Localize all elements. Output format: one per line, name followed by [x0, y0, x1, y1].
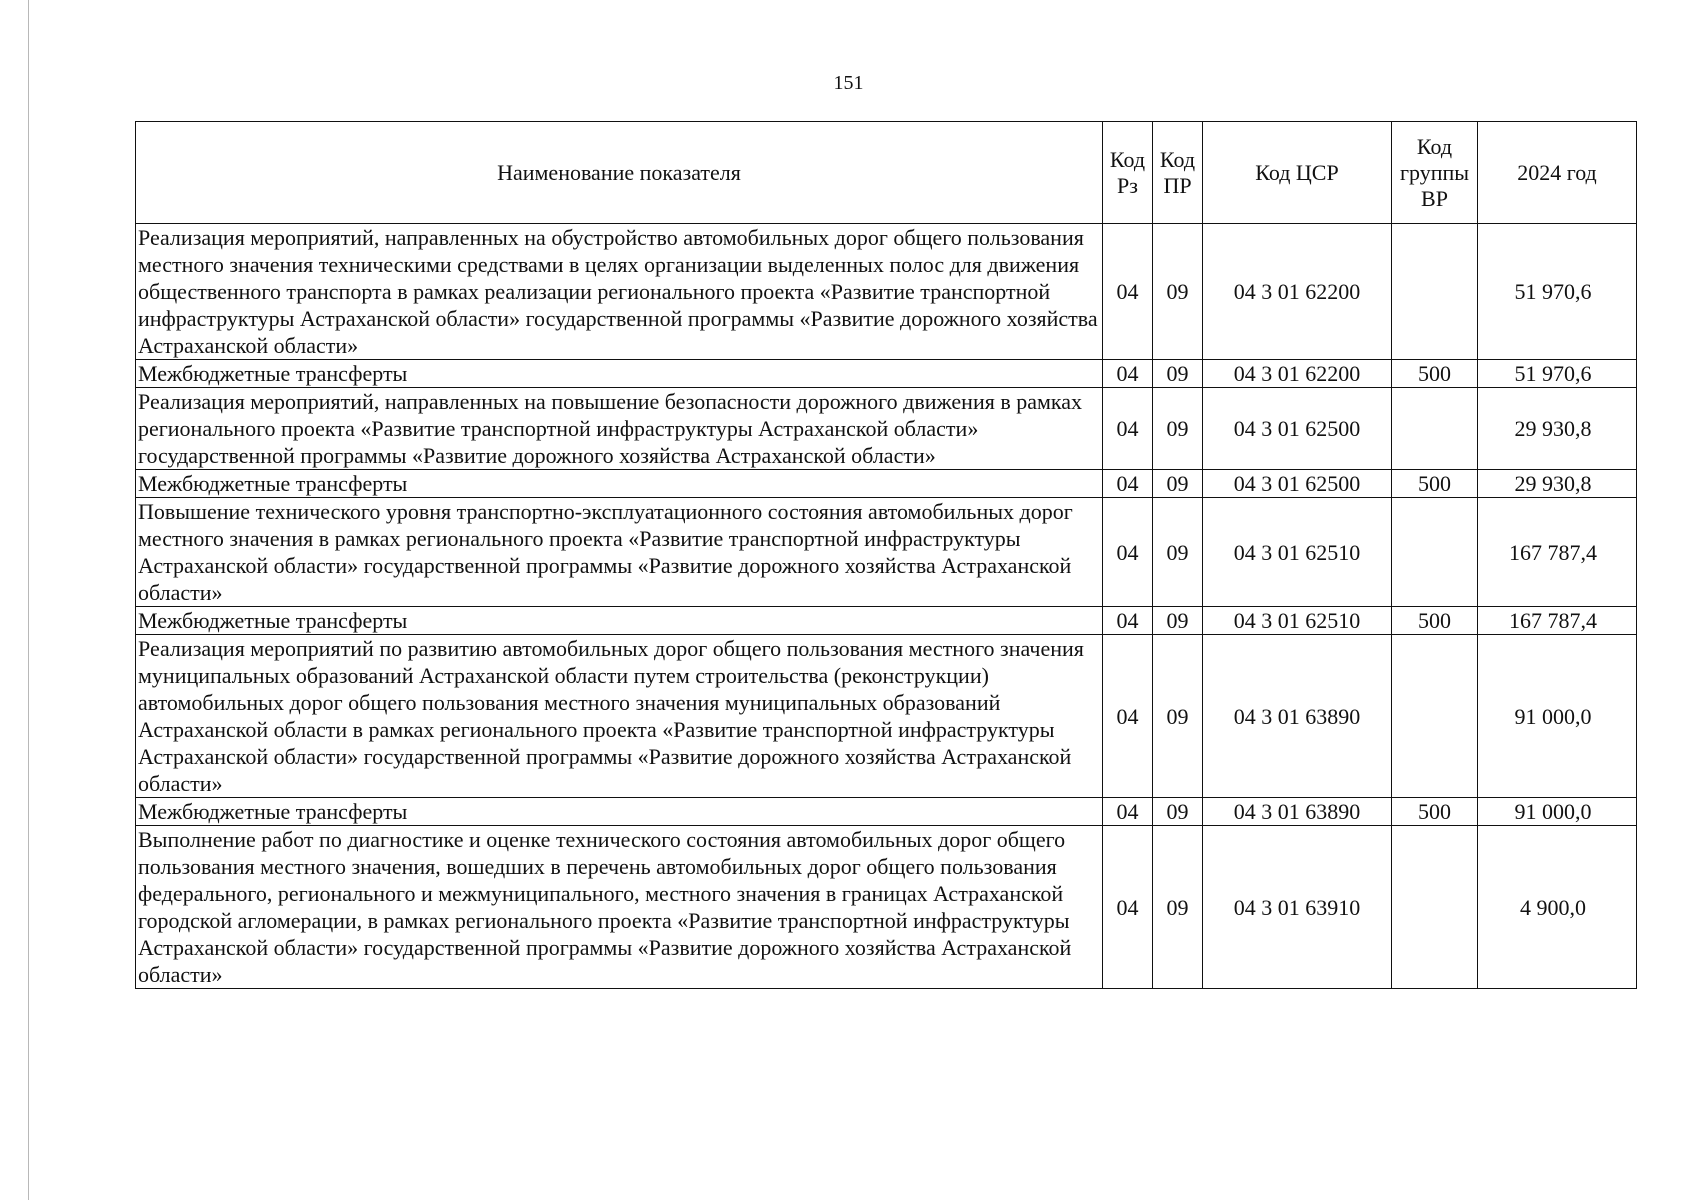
row-rz: 04 [1103, 388, 1153, 470]
row-csr: 04 3 01 62510 [1203, 607, 1392, 635]
row-csr: 04 3 01 62510 [1203, 498, 1392, 607]
row-csr: 04 3 01 62200 [1203, 360, 1392, 388]
row-name: Повышение технического уровня транспортно-эксплуатационного состояния автомобильных дорог местного значения в рамках регионального проекта «Развитие транспортной инфраструктуры Астраханской области» государственной программы «Развитие дорожного хозяйства Астраханской области» [136, 498, 1103, 607]
row-rz: 04 [1103, 498, 1153, 607]
table-row [136, 635, 1637, 798]
row-pr: 09 [1153, 798, 1203, 826]
row-vr [1392, 388, 1478, 470]
row-name: Межбюджетные трансферты [136, 607, 1103, 635]
table-row [136, 607, 1637, 635]
row-amount-value: 29 930,8 [1514, 416, 1592, 441]
row-amount-value: 167 787,4 [1509, 608, 1597, 633]
row-pr: 09 [1153, 498, 1203, 607]
row-pr: 09 [1153, 470, 1203, 498]
row-amount [1478, 360, 1637, 388]
row-name: Реализация мероприятий по развитию автомобильных дорог общего пользования местного значения муниципальных образований Астраханской области путем строительства (реконструкции) автомобильных дорог общего пользования местного значения муниципальных образований Астраханской области в рамках регионального проекта «Развитие транспортной инфраструктуры Астраханской области» государственной программы «Развитие дорожного хозяйства Астраханской области» [136, 635, 1103, 798]
row-vr: 500 [1392, 607, 1478, 635]
row-amount [1478, 826, 1637, 989]
row-csr: 04 3 01 63890 [1203, 635, 1392, 798]
row-name: Реализация мероприятий, направленных на повышение безопасности дорожного движения в рамках регионального проекта «Развитие транспортной инфраструктуры Астраханской области» государственной программы «Развитие дорожного хозяйства Астраханской области» [136, 388, 1103, 470]
row-rz: 04 [1103, 826, 1153, 989]
row-name: Межбюджетные трансферты [136, 470, 1103, 498]
header-csr: Код ЦСР [1203, 122, 1392, 224]
row-pr: 09 [1153, 826, 1203, 989]
row-vr: 500 [1392, 360, 1478, 388]
table-header-row [136, 122, 1637, 224]
table-row [136, 388, 1637, 470]
row-amount-value: 29 930,8 [1514, 471, 1592, 496]
row-name: Межбюджетные трансферты [136, 360, 1103, 388]
row-csr: 04 3 01 63910 [1203, 826, 1392, 989]
scan-edge-line [28, 0, 29, 1200]
row-rz: 04 [1103, 360, 1153, 388]
row-amount [1478, 498, 1637, 607]
row-csr: 04 3 01 62500 [1203, 388, 1392, 470]
header-name: Наименование показателя [136, 122, 1103, 224]
budget-table [135, 121, 1637, 989]
row-vr [1392, 224, 1478, 360]
row-rz: 04 [1103, 470, 1153, 498]
row-pr: 09 [1153, 224, 1203, 360]
row-name: Выполнение работ по диагностике и оценке технического состояния автомобильных дорог общего пользования местного значения, вошедших в перечень автомобильных дорог общего пользования федерального, регионального и межмуниципального, местного значения в границах Астраханской городской агломерации, в рамках регионального проекта «Развитие транспортной инфраструктуры Астраханской области» государственной программы «Развитие дорожного хозяйства Астраханской области» [136, 826, 1103, 989]
row-vr [1392, 498, 1478, 607]
row-amount-value: 167 787,4 [1509, 539, 1597, 565]
row-amount [1478, 607, 1637, 635]
row-pr: 09 [1153, 635, 1203, 798]
row-pr: 09 [1153, 388, 1203, 470]
row-amount [1478, 470, 1637, 498]
row-csr: 04 3 01 63890 [1203, 798, 1392, 826]
row-name: Межбюджетные трансферты [136, 798, 1103, 826]
header-rz: Код Рз [1103, 122, 1153, 224]
row-amount-value: 51 970,6 [1514, 279, 1592, 304]
header-year: 2024 год [1478, 122, 1637, 224]
row-amount-value: 91 000,0 [1514, 799, 1592, 824]
row-rz: 04 [1103, 224, 1153, 360]
row-amount [1478, 388, 1637, 470]
row-rz: 04 [1103, 635, 1153, 798]
row-amount-value: 51 970,6 [1514, 361, 1592, 386]
row-amount [1478, 224, 1637, 360]
table-row [136, 498, 1637, 607]
row-amount-value: 91 000,0 [1514, 703, 1592, 729]
row-amount-value: 4 900,0 [1520, 894, 1586, 920]
row-pr: 09 [1153, 607, 1203, 635]
table-row [136, 224, 1637, 360]
row-vr: 500 [1392, 470, 1478, 498]
row-csr: 04 3 01 62500 [1203, 470, 1392, 498]
row-name: Реализация мероприятий, направленных на обустройство автомобильных дорог общего пользования местного значения техническими средствами в целях организации выделенных полос для движения общественного транспорта в рамках реализации регионального проекта «Развитие транспортной инфраструктуры Астраханской области» государственной программы «Развитие дорожного хозяйства Астраханской области» [136, 224, 1103, 360]
header-vr: Код группы ВР [1392, 122, 1478, 224]
row-csr: 04 3 01 62200 [1203, 224, 1392, 360]
row-amount [1478, 635, 1637, 798]
table-row [136, 360, 1637, 388]
table-row [136, 826, 1637, 989]
row-pr: 09 [1153, 360, 1203, 388]
page-number: 151 [833, 72, 864, 94]
row-vr [1392, 826, 1478, 989]
row-rz: 04 [1103, 798, 1153, 826]
row-rz: 04 [1103, 607, 1153, 635]
row-vr [1392, 635, 1478, 798]
table-row [136, 470, 1637, 498]
header-pr: Код ПР [1153, 122, 1203, 224]
table-row [136, 798, 1637, 826]
row-amount [1478, 798, 1637, 826]
row-vr: 500 [1392, 798, 1478, 826]
